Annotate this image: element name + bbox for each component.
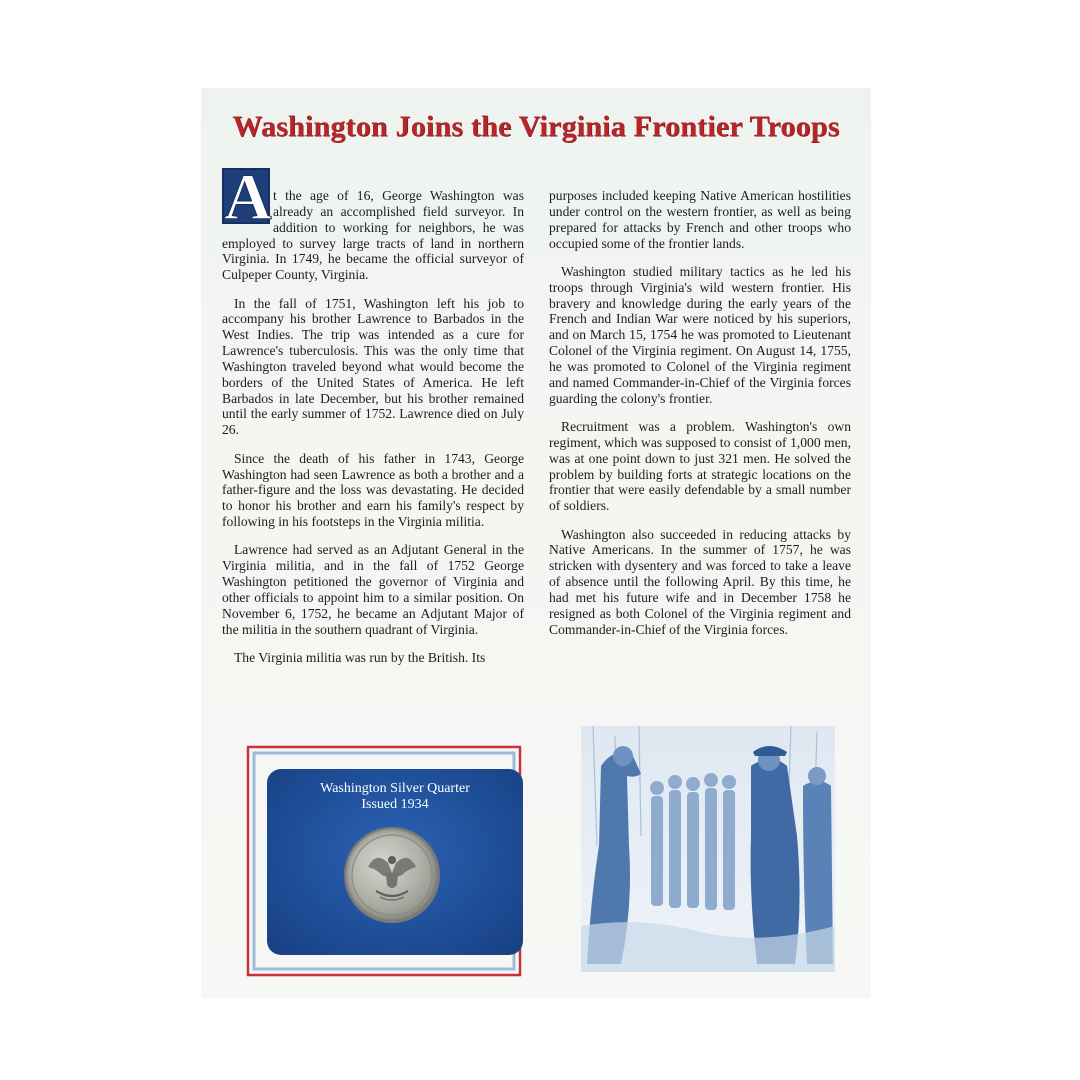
eagle-icon	[346, 829, 438, 921]
paragraph-text: t the age of 16, George Washington was already an accomplished field surveyor. In addition to working for neighbors, he was employed to survey large tracts of land in northern Virginia. In 1749, he became the official surveyor of Culpeper County, Virginia.	[222, 188, 524, 283]
paragraph: In the fall of 1751, Washington left his job to accompany his brother Lawrence to Barbados in the West Indies. The trip was intended as a cure for Lawrence's tuberculosis. This was the only time that Washington traveled beyond what would become the borders of the United States of America. He left Barbados in late December, but his brother remained until the early summer of 1752. Lawrence died on July 26.	[222, 295, 524, 438]
colonial-soldiers-icon	[581, 726, 835, 972]
paragraph: purposes included keeping Native American hostilities under control on the western frontier, as well as being prepared for attacks by French and other troops who occupied some of the frontier lands.	[549, 188, 851, 251]
coin-card	[267, 769, 523, 955]
paragraph: Recruitment was a problem. Washington's own regiment, which was supposed to consist of 1,000 men, was at one point down to just 321 men. He solved the problem by building forts at strategic locations on the frontier that were easily defendable by a small number of soldiers.	[549, 418, 851, 514]
text-column-left	[222, 161, 524, 678]
soldiers-illustration	[581, 726, 835, 972]
coin-card-title	[267, 781, 523, 813]
text-column-right	[549, 188, 851, 650]
paragraph: Since the death of his father in 1743, George Washington had seen Lawrence as both a brother and a father-figure and the loss was devastating. He decided to honor his brother and earn his family's respect by following in his footsteps in the Virginia militia.	[222, 450, 524, 530]
paragraph: Washington studied military tactics as he led his troops through Virginia's wild western frontier. His bravery and knowledge during the early years of the French and Indian War were noticed by his superiors, and on March 15, 1754 he was promoted to Lieutenant Colonel of the Virginia regiment. On August 14, 1755, he was promoted to Colonel of the Virginia regiment and named Commander-in-Chief of the Virginia forces guarding the colony's frontier.	[549, 263, 851, 406]
paragraph: The Virginia militia was run by the British. Its	[234, 649, 486, 665]
paragraph: Lawrence had served as an Adjutant General in the Virginia militia, and in the fall of 1752 George Washington petitioned the governor of Virginia and other officials to appoint him to a similar position. On November 6, 1752, he became an Adjutant Major of the militia in the southern quadrant of Virginia.	[222, 542, 524, 637]
drop-cap-letter: A	[224, 161, 272, 234]
paragraph: Washington also succeeded in reducing attacks by Native Americans. In the summer of 1757, he was stricken with dysentery and was forced to take a leave of absence until the following April. By this time, he had met his future wife and in December 1758 he resigned as both Colonel of the Virginia regiment and Commander-in-Chief of the Virginia forces.	[549, 526, 851, 637]
paragraph	[222, 161, 524, 283]
eagle-quarter-icon	[346, 829, 438, 921]
coin-card-line1: Washington Silver Quarter	[320, 781, 470, 796]
page-title: Washington Joins the Virginia Frontier Troops	[232, 110, 840, 143]
coin-card-line2: Issued 1934	[361, 797, 429, 812]
drop-cap	[222, 161, 272, 234]
